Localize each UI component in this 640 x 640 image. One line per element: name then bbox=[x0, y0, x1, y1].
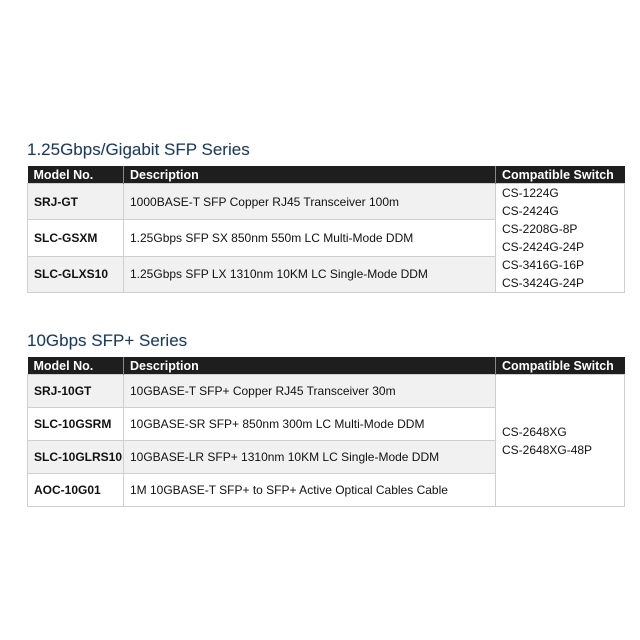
description-cell: 10GBASE-T SFP+ Copper RJ45 Transceiver 30m bbox=[124, 375, 496, 408]
model-cell: SLC-GLXS10 bbox=[28, 256, 124, 292]
model-cell: SRJ-10GT bbox=[28, 375, 124, 408]
compatible-switch-item: CS-2424G bbox=[502, 204, 559, 218]
model-cell: AOC-10G01 bbox=[28, 474, 124, 507]
model-cell: SLC-GSXM bbox=[28, 220, 124, 256]
table-row bbox=[28, 184, 625, 220]
compatible-switch-cell bbox=[496, 375, 625, 507]
gigabit-sfp-table bbox=[27, 166, 625, 293]
compatible-switch-item: CS-3424G-24P bbox=[502, 276, 585, 290]
compatible-switch-item: CS-3416G-16P bbox=[502, 258, 585, 272]
table-header-row bbox=[28, 357, 625, 375]
compatible-switch-item: CS-2208G-8P bbox=[502, 222, 578, 236]
description-cell: 10GBASE-LR SFP+ 1310nm 10KM LC Single-Mode DDM bbox=[124, 441, 496, 474]
column-header-compatible-switch: Compatible Switch bbox=[496, 166, 625, 184]
model-cell: SRJ-GT bbox=[28, 184, 124, 220]
column-header-compatible-switch: Compatible Switch bbox=[496, 357, 625, 375]
section-title-gigabit-sfp: 1.25Gbps/Gigabit SFP Series bbox=[27, 140, 250, 159]
compatible-switch-cell bbox=[496, 184, 625, 293]
model-cell: SLC-10GSRM bbox=[28, 408, 124, 441]
table-row bbox=[28, 375, 625, 408]
column-header-description: Description bbox=[124, 357, 496, 375]
description-cell: 10GBASE-SR SFP+ 850nm 300m LC Multi-Mode DDM bbox=[124, 408, 496, 441]
description-cell: 1.25Gbps SFP SX 850nm 550m LC Multi-Mode DDM bbox=[124, 220, 496, 256]
column-header-model: Model No. bbox=[28, 166, 124, 184]
compatible-switch-item: CS-2424G-24P bbox=[502, 240, 585, 254]
description-cell: 1000BASE-T SFP Copper RJ45 Transceiver 100m bbox=[124, 184, 496, 220]
compatible-switch-item: CS-2648XG bbox=[502, 424, 567, 439]
section-title-10g-sfp-plus: 10Gbps SFP+ Series bbox=[27, 331, 188, 350]
model-cell: SLC-10GLRS10 bbox=[28, 441, 124, 474]
table-header-row bbox=[28, 166, 625, 184]
column-header-description: Description bbox=[124, 166, 496, 184]
10g-sfp-plus-table bbox=[27, 357, 625, 507]
description-cell: 1.25Gbps SFP LX 1310nm 10KM LC Single-Mode DDM bbox=[124, 256, 496, 292]
column-header-model: Model No. bbox=[28, 357, 124, 375]
description-cell: 1M 10GBASE-T SFP+ to SFP+ Active Optical Cables Cable bbox=[124, 474, 496, 507]
compatible-switch-item: CS-1224G bbox=[502, 186, 559, 200]
compatible-switch-item: CS-2648XG-48P bbox=[502, 442, 593, 457]
